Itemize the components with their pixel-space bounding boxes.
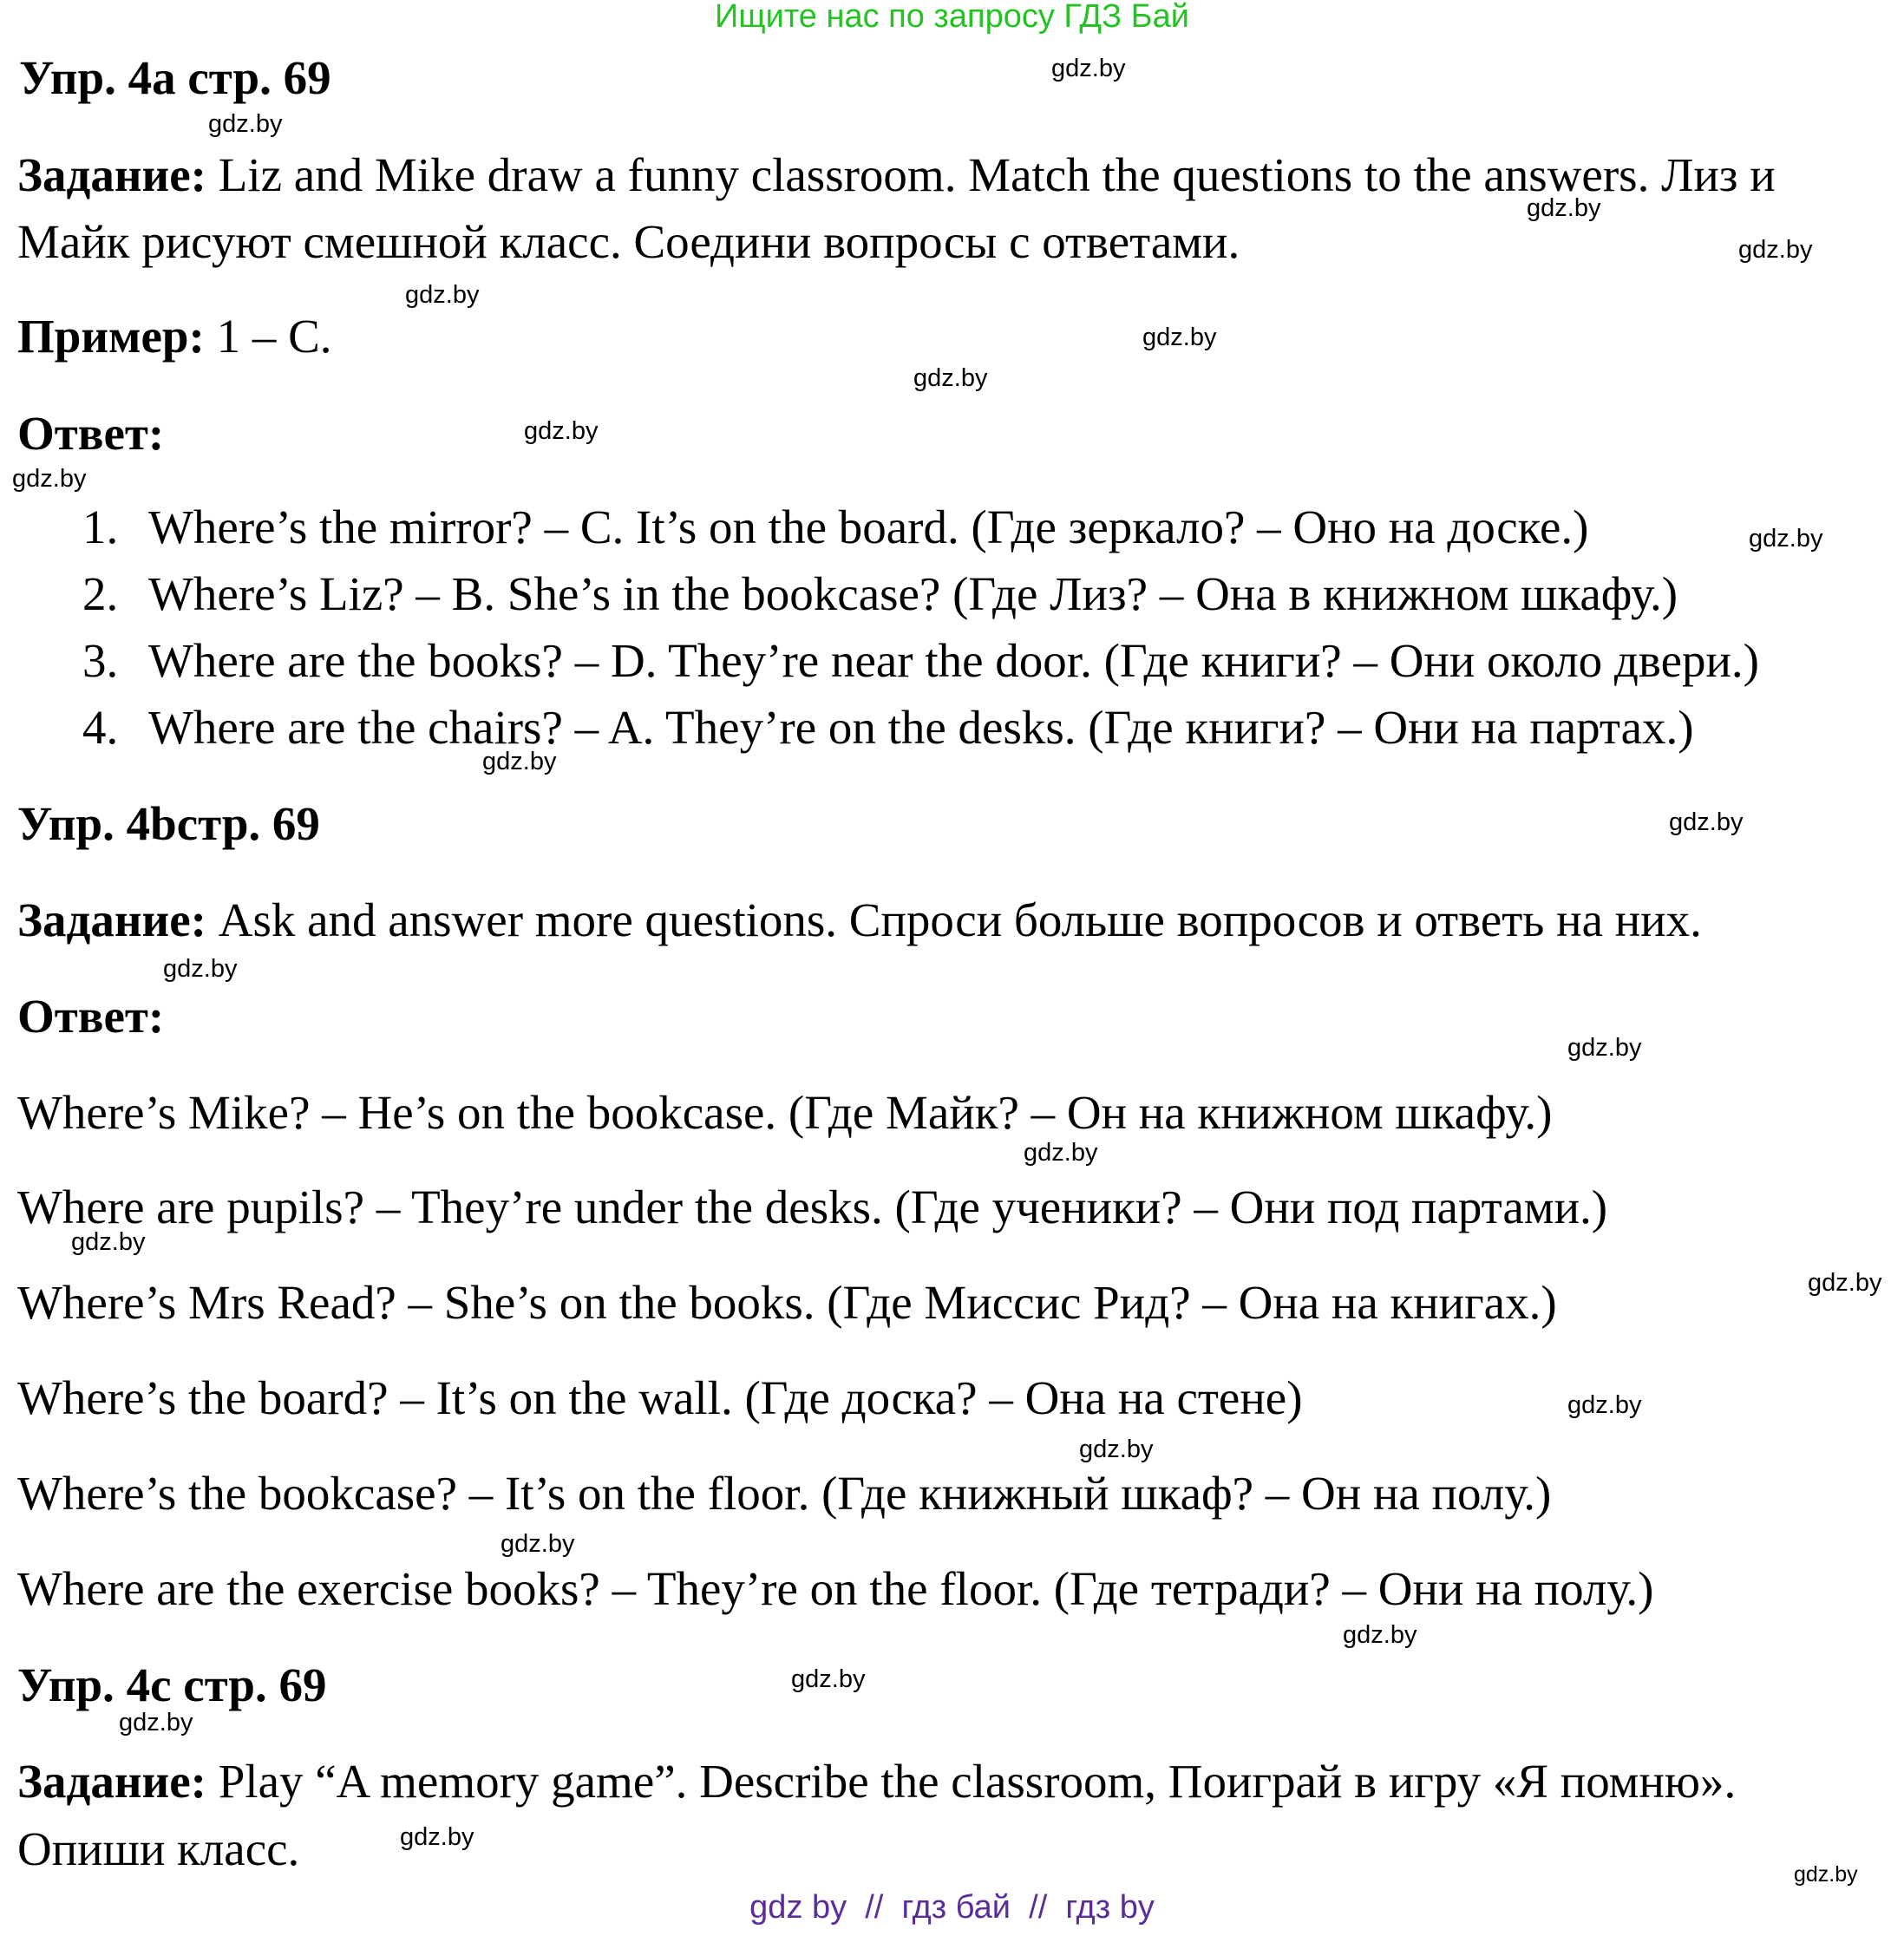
watermark: gdz.by (163, 955, 238, 983)
task-label: Задание: (17, 148, 206, 201)
watermark: gdz.by (1738, 236, 1813, 264)
answer-line: Where’s Mike? – He’s on the bookcase. (Где Майк? – Он на книжном шкафу.) (17, 1086, 1553, 1139)
watermark: gdz.by (400, 1823, 474, 1851)
watermark: gdz.by (1808, 1269, 1882, 1297)
example-label: Пример: (17, 310, 205, 363)
answer-number: 3. (82, 634, 119, 687)
answer-item (82, 500, 1588, 554)
exercise-4a-example (17, 309, 332, 363)
answer-line: Where are the exercise books? – They’re on the floor. (Где тетради? – Они на полу.) (17, 1562, 1654, 1615)
answer-text: Where’s Liz? – B. She’s in the bookcase? (Где Лиз? – Она в книжном шкафу.) (148, 567, 1678, 620)
exercise-4a-answer-label: Ответ: (17, 407, 165, 460)
exercise-4c-heading: Упр. 4c стр. 69 (17, 1658, 327, 1711)
watermark: gdz.by (71, 1228, 146, 1256)
watermark: gdz.by (1749, 525, 1823, 553)
watermark: gdz.by (1343, 1621, 1417, 1649)
watermark: gdz.by (913, 364, 988, 392)
answer-text: Where are the chairs? – A. They’re on the desks. (Где книги? – Они на партах.) (148, 701, 1694, 754)
answer-text: Where’s the mirror? – C. It’s on the board. (Где зеркало? – Оно на доске.) (148, 500, 1589, 553)
footer-links: gdz by // гдз бай // гдз by (749, 1889, 1155, 1926)
task-text: Ask and answer more questions. Спроси больше вопросов и ответь на них. (218, 893, 1702, 946)
watermark: gdz.by (1567, 1034, 1642, 1062)
task-text: Liz and Mike draw a funny classroom. Match the questions to the answers. Лиз и (218, 148, 1776, 201)
answer-line: Where’s Mrs Read? – She’s on the books. (Где Миссис Рид? – Она на книгах.) (17, 1276, 1557, 1329)
task-label: Задание: (17, 1755, 206, 1808)
exercise-4a-task-line-2: Майк рисуют смешной класс. Соедини вопросы с ответами. (17, 215, 1240, 268)
watermark: gdz.by (1142, 324, 1217, 351)
answer-number: 2. (82, 567, 119, 620)
watermark: gdz.by (12, 465, 87, 493)
example-text: 1 – C. (216, 310, 332, 363)
watermark: gdz.by (791, 1665, 866, 1693)
exercise-4a-task-line-1 (17, 147, 1776, 202)
watermark: gdz.by (1669, 808, 1744, 836)
exercise-4c-task-line-2: Опиши класс. (17, 1822, 300, 1875)
exercise-4c-task-line-1 (17, 1754, 1736, 1808)
watermark: gdz.by (1567, 1391, 1642, 1419)
answer-item (82, 633, 1759, 688)
watermark: gdz.by (1051, 55, 1126, 82)
answer-text: Where are the books? – D. They’re near the door. (Где книги? – Они около двери.) (148, 634, 1759, 687)
exercise-4b-heading: Упр. 4bстр. 69 (17, 797, 320, 850)
answer-line: Where are pupils? – They’re under the desks. (Где ученики? – Они под партами.) (17, 1181, 1608, 1233)
exercise-4b-answer-label: Ответ: (17, 990, 165, 1043)
watermark: gdz.by (119, 1709, 193, 1737)
answer-number: 1. (82, 500, 119, 553)
watermark: gdz.by (1079, 1436, 1154, 1463)
watermark: gdz.by (1794, 1862, 1858, 1887)
task-label: Задание: (17, 893, 206, 946)
watermark: gdz.by (482, 748, 557, 775)
task-text: Play “A memory game”. Describe the classroom, Поиграй в игру «Я помню». (218, 1755, 1737, 1808)
top-banner: Ищите нас по запросу ГДЗ Бай (715, 0, 1189, 35)
watermark: gdz.by (1024, 1139, 1098, 1167)
watermark: gdz.by (1527, 194, 1601, 222)
answer-item (82, 566, 1678, 621)
answer-line: Where’s the board? – It’s on the wall. (Где доска? – Она на стене) (17, 1371, 1303, 1424)
answer-number: 4. (82, 701, 119, 754)
exercise-4a-heading: Упр. 4a стр. 69 (19, 51, 331, 104)
watermark: gdz.by (208, 110, 283, 138)
watermark: gdz.by (405, 281, 480, 309)
exercise-4b-task (17, 893, 1702, 947)
answer-line: Where’s the bookcase? – It’s on the floor. (Где книжный шкаф? – Он на полу.) (17, 1467, 1552, 1520)
watermark: gdz.by (501, 1530, 575, 1558)
watermark: gdz.by (524, 417, 599, 445)
answer-item (82, 700, 1694, 755)
